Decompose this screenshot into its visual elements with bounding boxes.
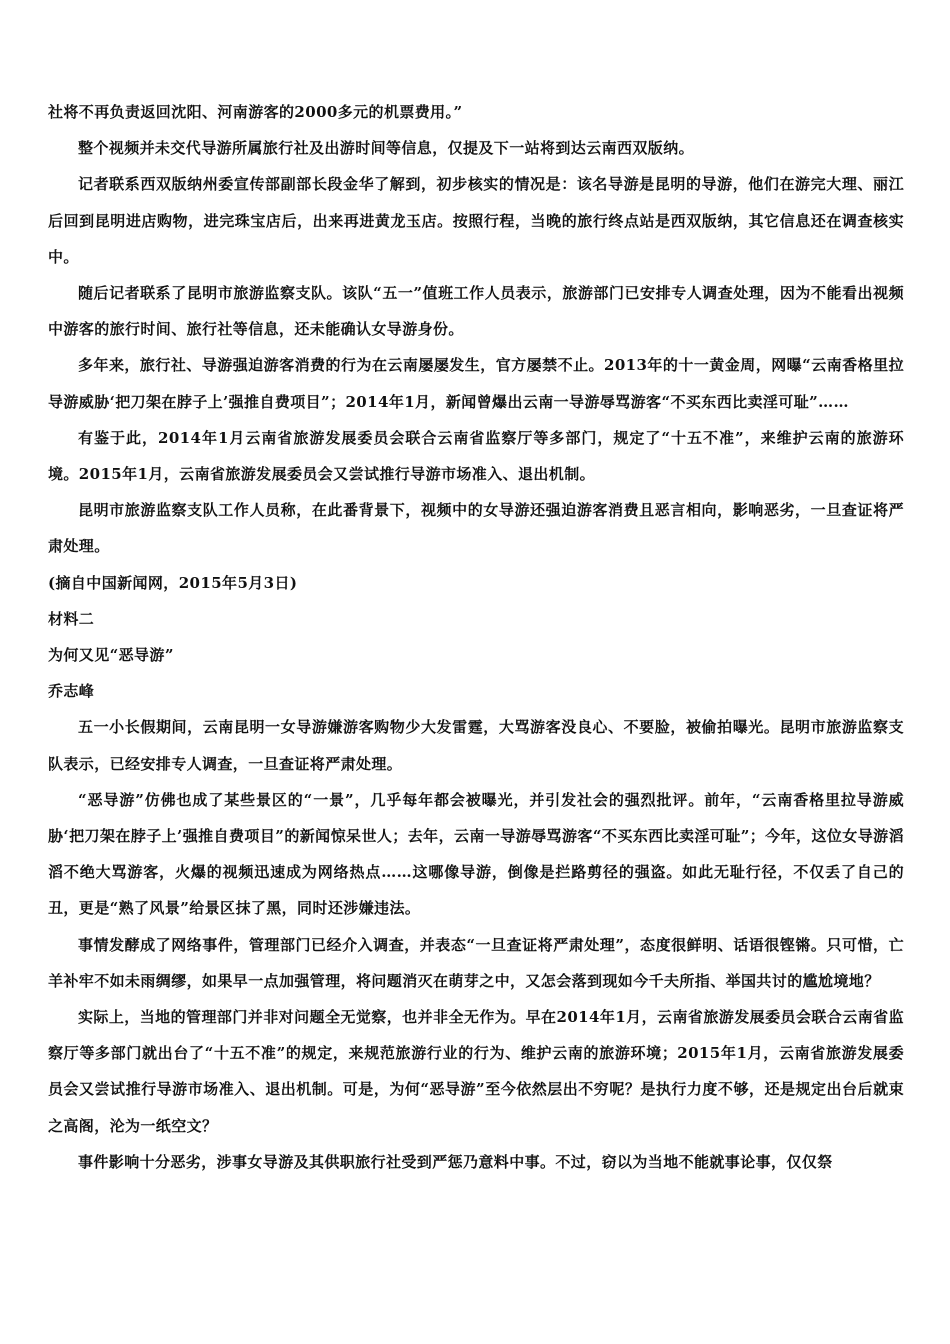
article-paragraph: 事件影响十分恶劣，涉事女导游及其供职旅行社受到严惩乃意料中事。不过，窃以为当地不能就事论事，仅仅祭 xyxy=(78,1152,833,1171)
article-paragraph: 事情发酵成了网络事件，管理部门已经介入调查，并表态“一旦查证将严肃处理”，态度很鲜明、话语很铿锵。只可惜，亡羊补牢不如未雨绸缪，如果早一点加强管理，将问题消灭在萌芽之中，又怎会落到现如今千夫所指、举国共讨的尴尬境地？ xyxy=(48,935,904,990)
source-citation: (摘自中国新闻网，2015年5月3日) xyxy=(48,573,298,592)
section-label: 材料二 xyxy=(48,609,95,628)
paragraph: 多年来，旅行社、导游强迫游客消费的行为在云南屡屡发生，官方屡禁不止。2013年的十一黄金周，网曝“云南香格里拉导游威胁‘把刀架在脖子上’强推自费项目”；2014年1月，新闻曾爆出云南一导游辱骂游客“不买东西比卖淫可耻”…… xyxy=(48,356,904,411)
article-paragraph: “恶导游”仿佛也成了某些景区的“一景”，几乎每年都会被曝光，并引发社会的强烈批评。前年，“云南香格里拉导游威胁‘把刀架在脖子上’强推自费项目”的新闻惊呆世人；去年，云南一导游辱骂游客“不买东西比卖淫可耻”；今年，这位女导游滔滔不绝大骂游客，火爆的视频迅速成为网络热点……这哪像导游，倒像是拦路剪径的强盗。如此无耻行径，不仅丢了自己的丑，更是“熟了风景”给景区抹了黑，同时还涉嫌违法。 xyxy=(48,790,904,918)
document-body xyxy=(48,94,904,1180)
article-author: 乔志峰 xyxy=(48,682,95,701)
paragraph: 整个视频并未交代导游所属旅行社及出游时间等信息，仅提及下一站将到达云南西双版纳。 xyxy=(78,139,695,158)
paragraph-continuation: 社将不再负责返回沈阳、河南游客的2000多元的机票费用。” xyxy=(48,103,463,121)
paragraph: 有鉴于此，2014年1月云南省旅游发展委员会联合云南省监察厅等多部门，规定了“十五不准”，来维护云南的旅游环境。2015年1月，云南省旅游发展委员会又尝试推行导游市场准入、退出机制。 xyxy=(48,428,904,484)
article-title: 为何又见“恶导游” xyxy=(48,646,174,665)
paragraph: 随后记者联系了昆明市旅游监察支队。该队“五一”值班工作人员表示，旅游部门已安排专人调查处理，因为不能看出视频中游客的旅行时间、旅行社等信息，还未能确认女导游身份。 xyxy=(48,284,904,339)
paragraph: 昆明市旅游监察支队工作人员称，在此番背景下，视频中的女导游还强迫游客消费且恶言相向，影响恶劣，一旦查证将严肃处理。 xyxy=(48,501,904,556)
article-paragraph: 五一小长假期间，云南昆明一女导游嫌游客购物少大发雷霆，大骂游客没良心、不要脸，被偷拍曝光。昆明市旅游监察支队表示，已经安排专人调查，一旦查证将严肃处理。 xyxy=(48,718,904,773)
article-paragraph: 实际上，当地的管理部门并非对问题全无觉察，也并非全无作为。早在2014年1月，云南省旅游发展委员会联合云南省监察厅等多部门就出台了“十五不准”的规定，来规范旅游行业的行为、维护云南的旅游环境；2015年1月，云南省旅游发展委员会又尝试推行导游市场准入、退出机制。可是，为何“恶导游”至今依然层出不穷呢？是执行力度不够，还是规定出台后就束之高阁，沦为一纸空文？ xyxy=(48,1008,904,1135)
paragraph: 记者联系西双版纳州委宣传部副部长段金华了解到，初步核实的情况是：该名导游是昆明的导游，他们在游完大理、丽江后回到昆明进店购物，进完珠宝店后，出来再进黄龙玉店。按照行程，当晚的旅行终点站是西双版纳，其它信息还在调查核实中。 xyxy=(48,175,904,266)
